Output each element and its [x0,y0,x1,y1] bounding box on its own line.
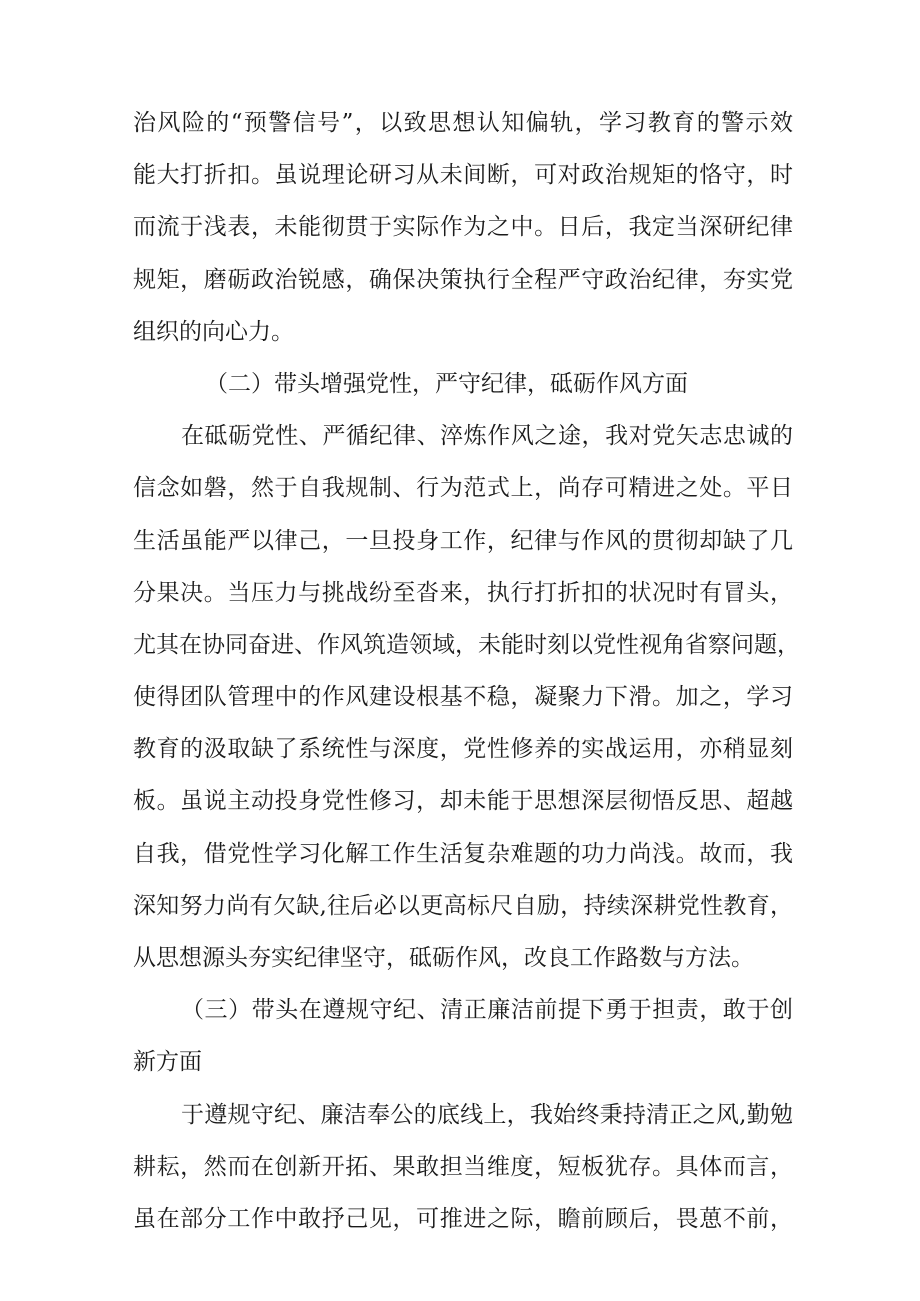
paragraph-line: 信念如磐，然于自我规制、行为范式上，尚存可精进之处。平日 [133,475,793,502]
paragraph-line: 自我，借党性学习化解工作生活复杂难题的功力尚浅。故而，我 [133,840,793,867]
paragraph-line: 于遵规守纪、廉洁奉公的底线上，我始终秉持清正之风,勤勉 [181,1101,793,1128]
paragraph-line: 尤其在协同奋进、作风筑造领域，未能时刻以党性视角省察问题， [133,631,800,658]
document-body [133,97,800,1245]
paragraph-line: 板。虽说主动投身党性修习，却未能于思想深层彻悟反思、超越 [133,788,793,815]
paragraph-line: 深知努力尚有欠缺,往后必以更高标尺自励，持续深耕党性教育， [133,892,793,919]
paragraph-line: 从思想源头夯实纪律坚守，砥砺作风，改良工作路数与方法。 [133,945,754,971]
paragraph-line: 耕耘，然而在创新开拓、果敢担当维度，短板犹存。具体而言， [133,1153,793,1180]
paragraph-line: 能大打折扣。虽说理论研习从未间断，可对政治规矩的恪守，时 [133,162,793,189]
paragraph-line: 规矩，磨砺政治锐感，确保决策执行全程严守政治纪律，夯实党 [133,266,793,293]
paragraph-line: 在砥砺党性、严循纪律、淬炼作风之途，我对党矢志忠诚的 [181,423,793,450]
paragraph-line: 分果决。当压力与挑战纷至沓来，执行打折扣的状况时有冒头， [133,579,793,606]
paragraph-line: 使得团队管理中的作风建设根基不稳，凝聚力下滑。加之，学习 [133,684,793,711]
paragraph-line: 治风险的“预警信号”，以致思想认知偏轨，学习教育的警示效 [133,110,793,136]
paragraph-line: 而流于浅表，未能彻贯于实际作为之中。日后，我定当深研纪律 [133,214,793,241]
paragraph-line: 组织的向心力。 [133,318,294,345]
section-heading-continuation: 新方面 [133,1049,202,1076]
section-heading: （三）带头在遵规守纪、清正廉洁前提下勇于担责，敢于创 [181,997,793,1024]
paragraph-line: 生活虽能严以律己，一旦投身工作，纪律与作风的贯彻却缺了几 [133,527,793,554]
paragraph-line: 虽在部分工作中敢抒己见，可推进之际，瞻前顾后，畏葸不前， [133,1205,793,1232]
section-heading: （二）带头增强党性，严守纪律，砥砺作风方面 [205,370,688,397]
paragraph-line: 教育的汲取缺了系统性与深度，党性修养的实战运用，亦稍显刻 [133,736,793,763]
